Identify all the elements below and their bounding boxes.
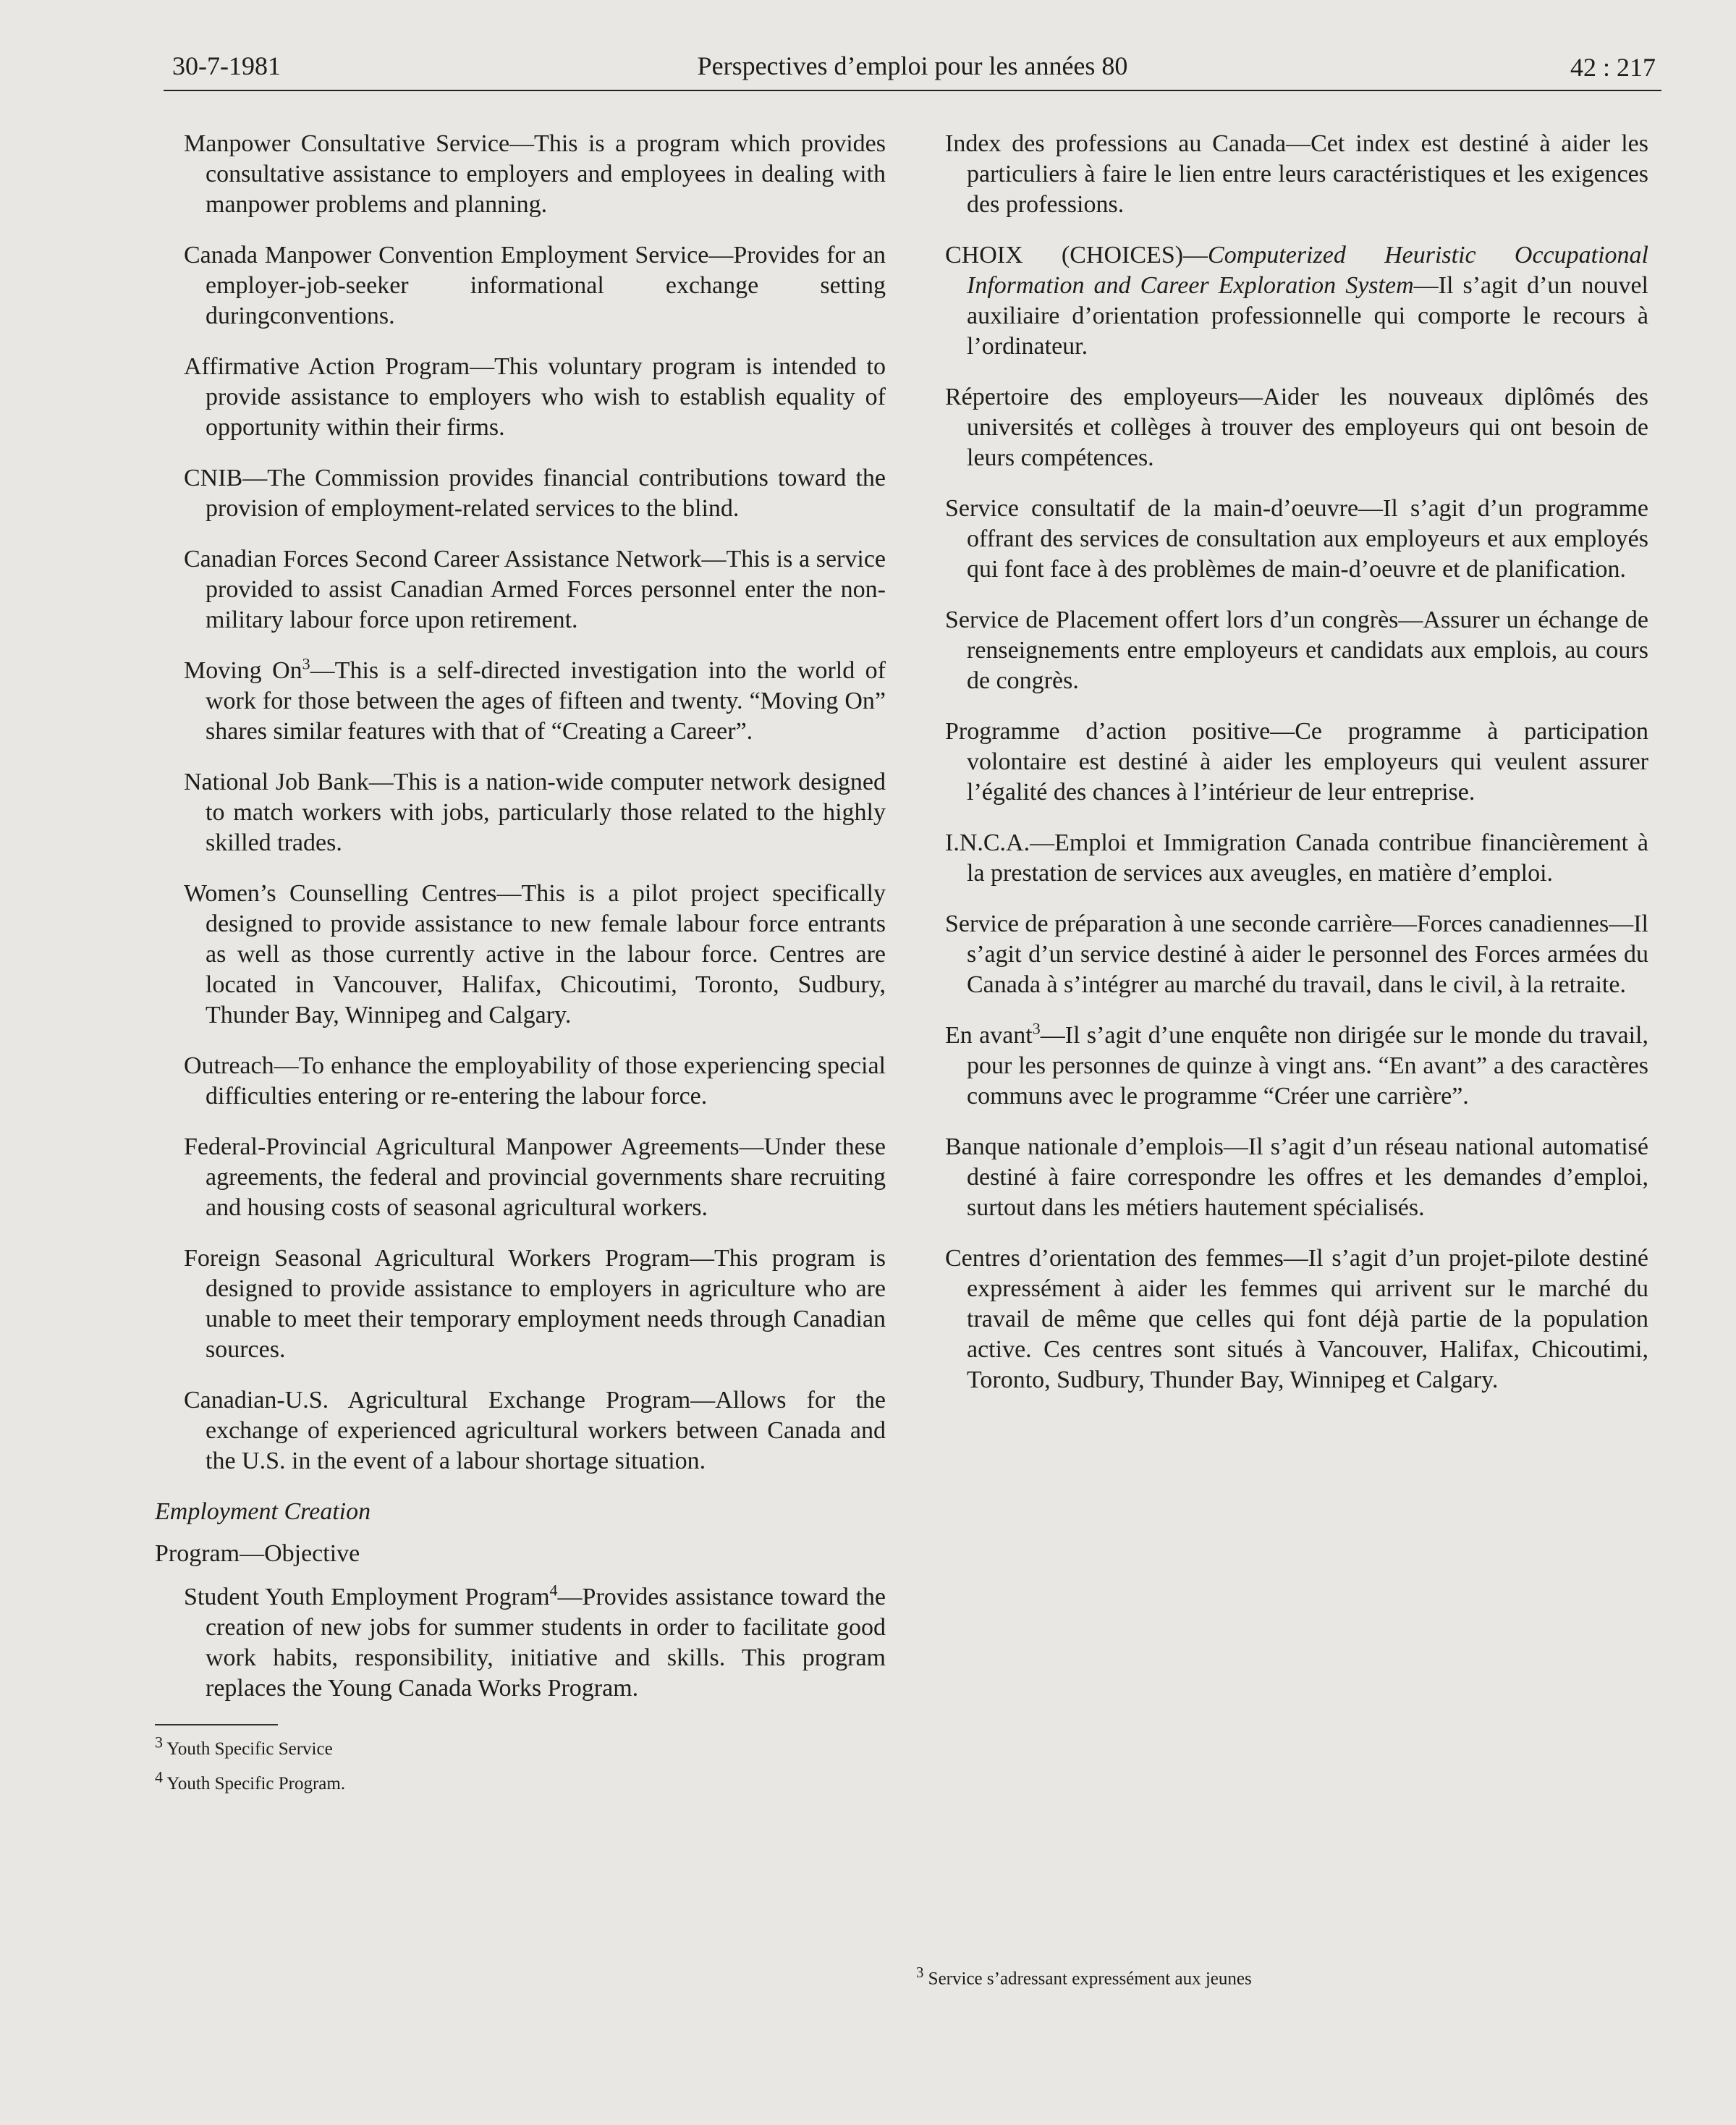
entry-forces-second-career: Canadian Forces Second Career Assistance Network—This is a service provided to assist Canadian Armed Forces personnel enter the non-military labour force upon retirement. <box>184 546 886 633</box>
entry-repertoire: Répertoire des employeurs—Aider les nouveaux diplômés des universités et collèges à trouver des employeurs qui ont besoin de leurs compétences. <box>945 384 1648 471</box>
entry-moving-on <box>184 656 886 747</box>
entry-service-placement: Service de Placement offert lors d’un congrès—Assurer un échange de renseignements entre employeurs et candidats aux emplois, au cours de congrès. <box>945 607 1648 694</box>
entry-national-job-bank: National Job Bank—This is a nation-wide computer network designed to match workers with jobs, particularly those related to the highly skilled trades. <box>184 769 886 856</box>
entry-service-consultatif: Service consultatif de la main-d’oeuvre—Il s’agit d’un programme offrant des services de consultation aux employeurs et aux employés qui font face à des problèmes de main-d’oeuvre et de planification. <box>945 495 1648 583</box>
entry-foreign-seasonal: Foreign Seasonal Agricultural Workers Program—This program is designed to provide assistance to employers in agriculture who are unable to meet their temporary employment needs through Canadian sources. <box>184 1245 886 1363</box>
footnote-marker: 3 <box>155 1733 163 1752</box>
entry-banque-nationale: Banque nationale d’emplois—Il s’agit d’un réseau national automatisé destiné à faire correspondre les offres et les demandes d’emploi, surtout dans les métiers hautement spécialisés. <box>945 1133 1648 1221</box>
footnote <box>155 1767 886 1795</box>
entry-en-avant <box>945 1021 1648 1112</box>
entry-italic-title: Computerized Heuristic Occupational Information and Career Exploration System <box>967 242 1648 299</box>
entry-seconde-carriere: Service de préparation à une seconde carrière—Forces canadiennes—Il s’agit d’un service destiné à aider le personnel des Forces armées du Canada à s’intégrer au marché du travail, dans le civil, à la retraite. <box>945 911 1648 998</box>
program-objective-heading: Program—Objective <box>155 1540 360 1567</box>
entry-text: —Provides assistance toward the creation of new jobs for summer students in order to facilitate good work habits, responsibility, initiative and skills. This program replaces the Young Canada Works Program. <box>206 1584 886 1702</box>
entry-student-youth <box>184 1582 886 1704</box>
entry-affirmative-action: Affirmative Action Program—This voluntary program is intended to provide assistance to employers who wish to establish equality of opportunity within their firms. <box>184 353 886 441</box>
footnote-marker: 3 <box>1032 1019 1041 1038</box>
footnote-marker: 4 <box>155 1767 163 1786</box>
entry-cnib: CNIB—The Commission provides financial contributions toward the provision of employment-related services to the blind. <box>184 465 886 522</box>
footnote-text: Youth Specific Service <box>166 1739 333 1759</box>
entry-term: Student Youth Employment Program <box>184 1584 550 1610</box>
left-column <box>155 129 886 1795</box>
footnote-divider <box>155 1724 278 1725</box>
entry-term: En avant <box>945 1022 1033 1049</box>
entry-fed-prov-agreements: Federal-Provincial Agricultural Manpower Agreements—Under these agreements, the federal and provincial governments share recruiting and housing costs of seasonal agricultural workers. <box>184 1133 886 1221</box>
entry-action-positive: Programme d’action positive—Ce programme à participation volontaire est destiné à aider les employeurs qui veulent assurer l’égalité des chances à l’intérieur de leur entreprise. <box>945 718 1648 806</box>
section-title: Employment Creation <box>155 1498 371 1525</box>
entry-outreach: Outreach—To enhance the employability of those experiencing special difficulties entering or re-entering the labour force. <box>184 1052 886 1110</box>
header-page-number: 42 : 217 <box>1570 53 1656 82</box>
footnote-marker: 4 <box>549 1581 558 1600</box>
header-date: 30-7-1981 <box>172 51 281 80</box>
entry-text: —Il s’agit d’un nouvel auxiliaire d’orientation professionnelle qui comporte le recours à l’ordinateur. <box>967 272 1648 360</box>
header-title: Perspectives d’emploi pour les années 80 <box>697 51 1128 80</box>
footnote-marker: 3 <box>916 1964 924 1981</box>
entry-text: —This is a self-directed investigation into the world of work for those between the ages of fifteen and twenty. “Moving On” shares similar features with that of “Creating a Career”. <box>206 657 886 745</box>
footnote-marker: 3 <box>302 654 310 673</box>
page-header <box>164 45 1661 91</box>
entry-manpower-consultative: Manpower Consultative Service—This is a program which provides consultative assistance to employers and employees in dealing with manpower problems and planning. <box>184 130 886 218</box>
entry-index-professions: Index des professions au Canada—Cet index est destiné à aider les particuliers à faire le lien entre leurs caractéristiques et les exigences des professions. <box>945 130 1648 218</box>
entry-womens-counselling: Women’s Counselling Centres—This is a pilot project specifically designed to provide assistance to new female labour force entrants as well as those currently active in the labour force. Centres are located in Vancouver, Halifax, Chicoutimi, Toronto, Sudbury, Thunder Bay, Winnipeg and Calgary. <box>184 880 886 1028</box>
entry-text: —Il s’agit d’une enquête non dirigée sur le monde du travail, pour les personnes de quinze à vingt ans. “En avant” a des caractères communs avec le programme “Créer une carrière”. <box>967 1022 1648 1110</box>
entry-canada-us-exchange: Canadian-U.S. Agricultural Exchange Program—Allows for the exchange of experienced agricultural workers between Canada and the U.S. in the event of a labour shortage situation. <box>184 1387 886 1474</box>
entry-term: CHOIX (CHOICES)— <box>945 242 1208 269</box>
footnote-text: Service s’adressant expressément aux jeunes <box>928 1969 1252 1989</box>
footnote <box>155 1733 886 1760</box>
entry-centres-orientation: Centres d’orientation des femmes—Il s’agit d’un projet-pilote destiné expressément à aider les femmes qui arrivent sur le marché du travail de même que celles qui font déjà partie de la population active. Ces centres sont situés à Vancouver, Halifax, Chicoutimi, Toronto, Sudbury, Thunder Bay, Winnipeg et Calgary. <box>945 1245 1648 1393</box>
entry-term: Moving On <box>184 657 302 684</box>
entry-convention-employment: Canada Manpower Convention Employment Service—Provides for an employer-job-seeker informational exchange setting duringconventions. <box>184 242 886 329</box>
entry-choix <box>945 240 1648 362</box>
right-column <box>945 129 1648 1416</box>
footnote-text: Youth Specific Program. <box>166 1774 346 1794</box>
footnote <box>916 1964 1252 1989</box>
entry-inca: I.N.C.A.—Emploi et Immigration Canada contribue financièrement à la prestation de services aux aveugles, en matière d’emploi. <box>945 829 1648 887</box>
